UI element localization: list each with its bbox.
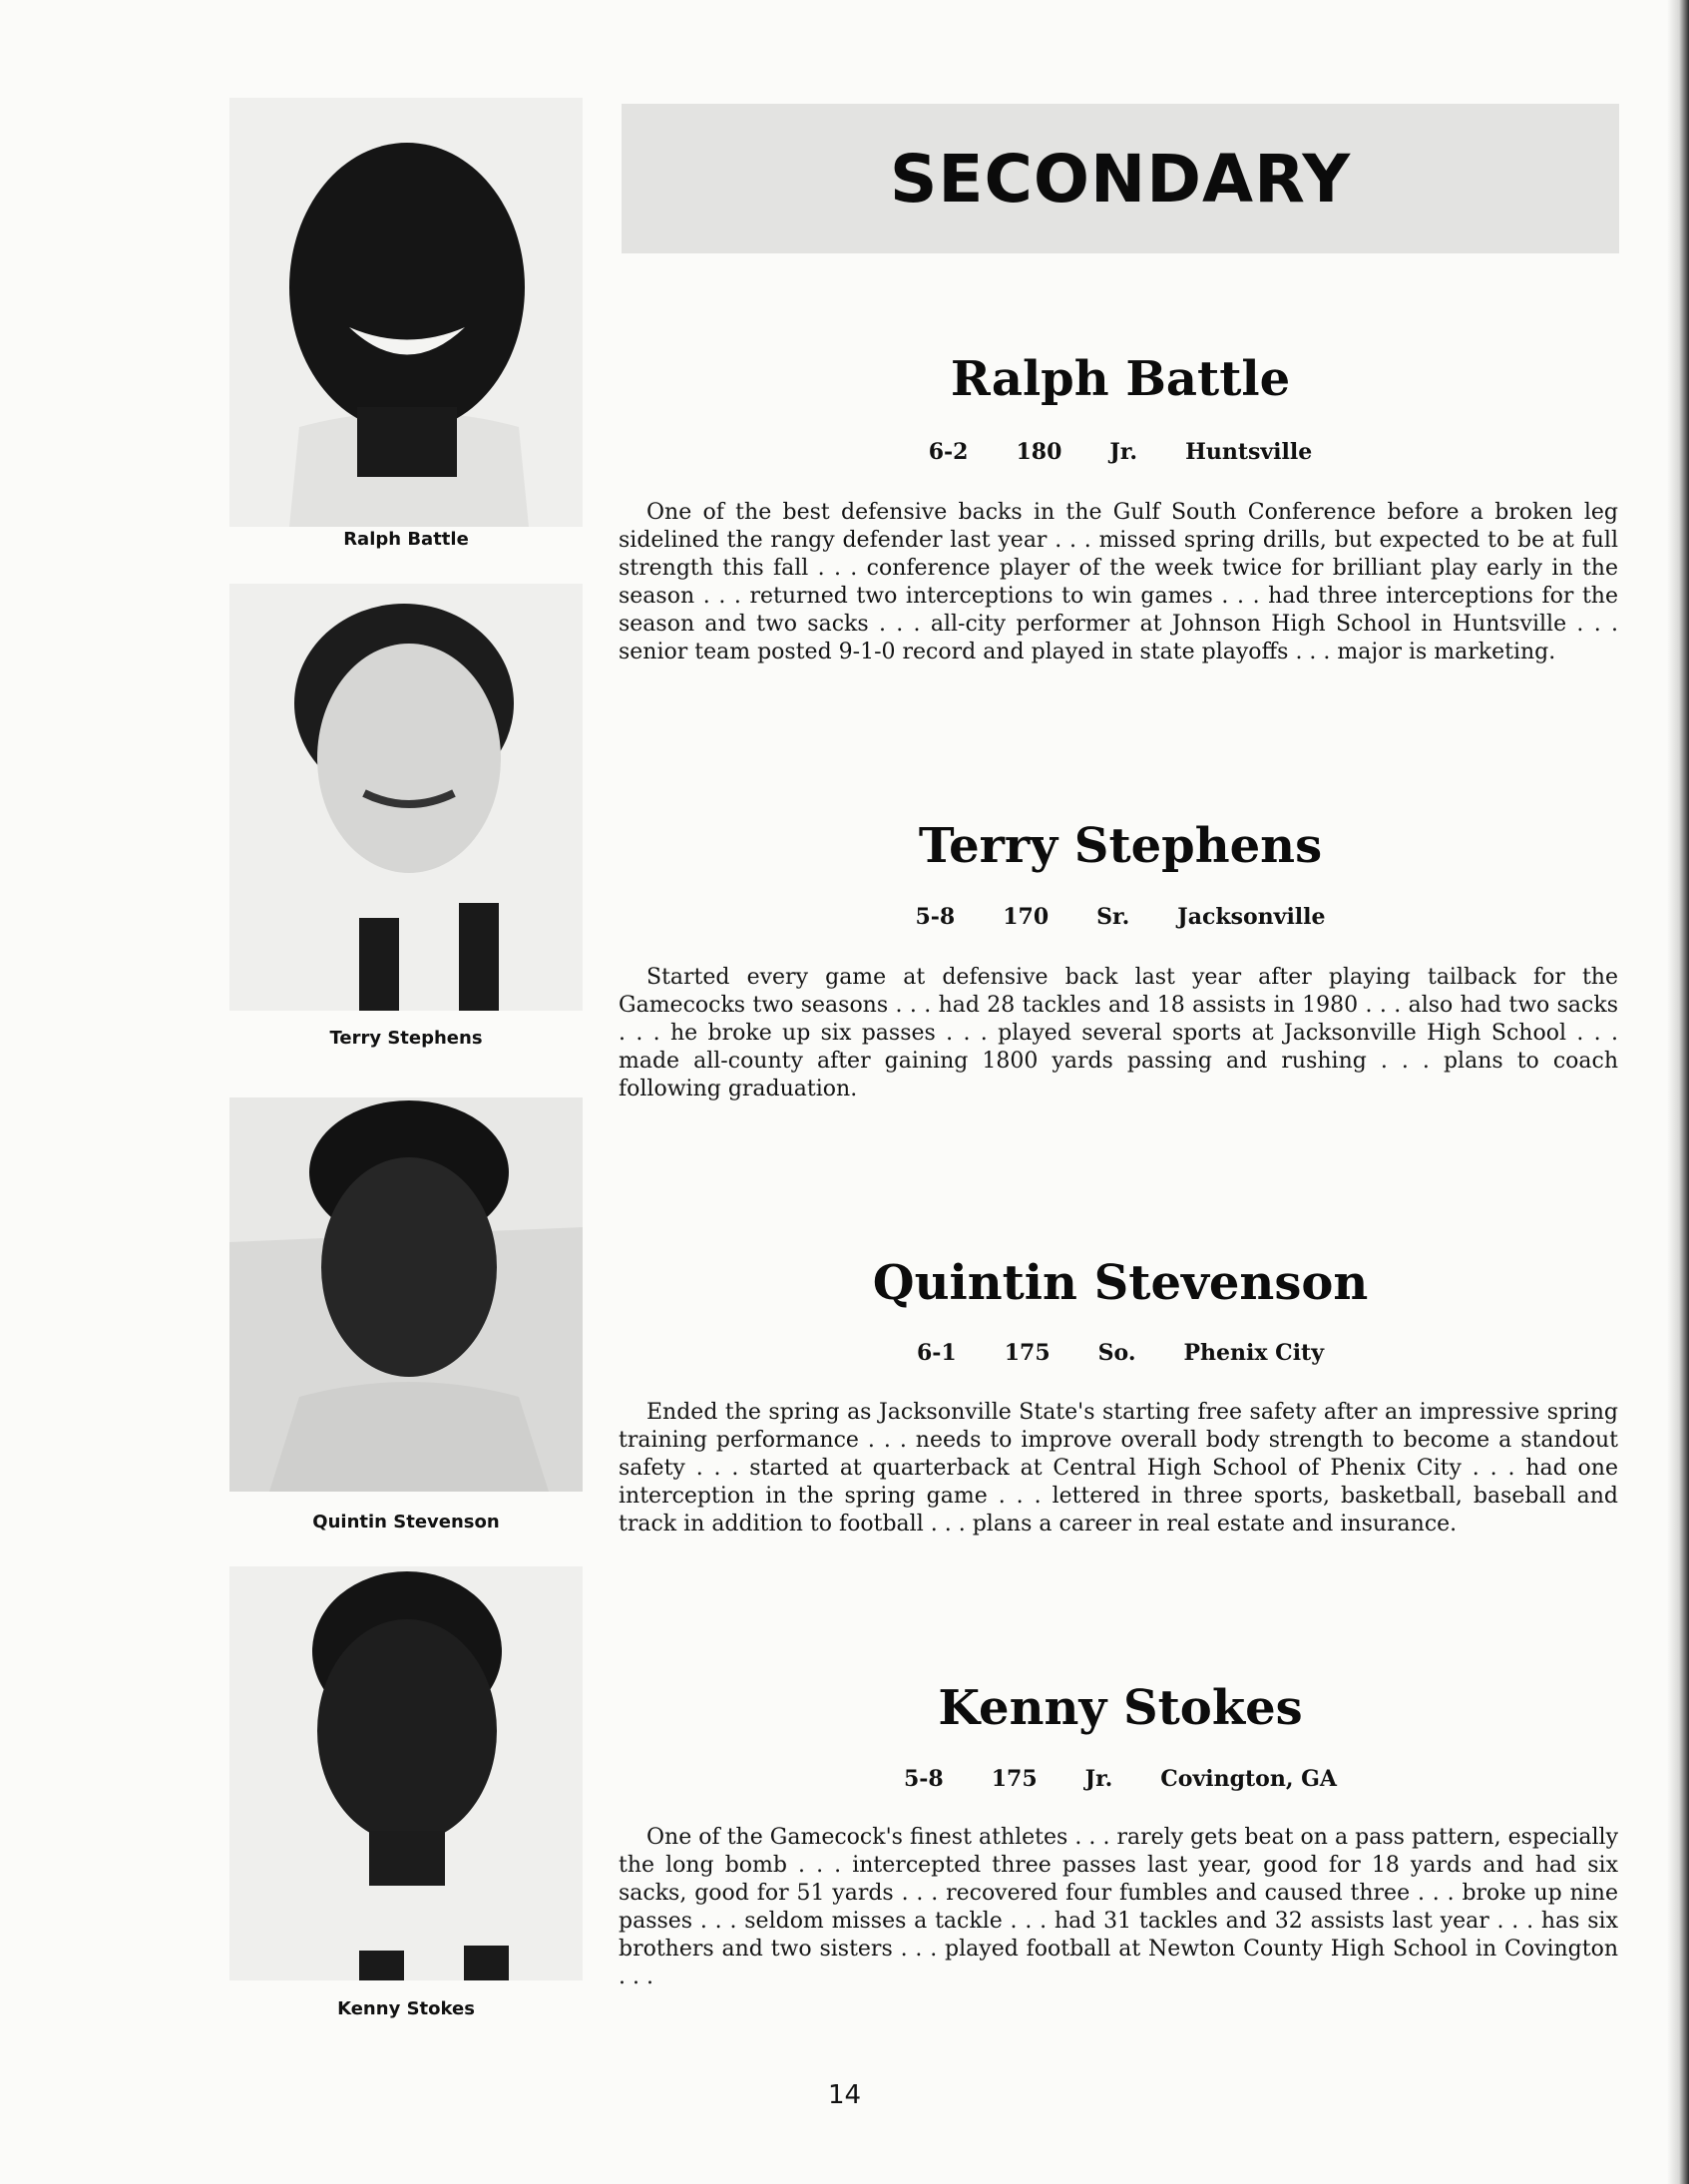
- player-height: 6-1: [916, 1340, 957, 1366]
- page-number: 14: [827, 2080, 862, 2110]
- player-bio: Started every game at defensive back last year after playing tailback for the Gamecocks two seasons . . . had 28 tackles and 18 assists in 1980 . . . also had two sacks . . . he broke up six passes . . . played several sports at Jacksonville High School . . . made all-county after gaining 1800 yards passing and rushing . . . plans to coach following graduation.: [619, 965, 1618, 1101]
- player-class: Jr.: [1109, 439, 1138, 465]
- player-height: 5-8: [903, 1766, 944, 1792]
- page-edge-shadow: [1667, 0, 1689, 2184]
- player-height: 6-2: [928, 439, 969, 465]
- photo-caption: Kenny Stokes: [337, 1998, 475, 2019]
- player-bio: Ended the spring as Jacksonville State's starting free safety after an impressive spring training performance . . . needs to improve overall body strength to become a standout safety . . . started at quarterback at Central High School of Phenix City . . . had one interception in the spring game . . . lettered in three sports, basketball, baseball and track in addition to football . . . plans a career in real estate and insurance.: [619, 1400, 1618, 1536]
- player-stats: [622, 439, 1619, 465]
- player-hometown: Jacksonville: [1177, 904, 1326, 930]
- player-height: 5-8: [915, 904, 956, 930]
- player-bio: One of the best defensive backs in the Gulf South Conference before a broken leg sidelined the rangy defender last year . . . missed spring drills, but expected to be at full strength this fall . . . conference player of the week twice for brilliant play early in the season . . . returned two interceptions to win games . . . had three interceptions for the season and two sacks . . . all-city performer at Johnson High School in Huntsville . . . senior team posted 9-1-0 record and played in state playoffs . . . major is marketing.: [619, 500, 1618, 664]
- player-photo-kenny-stokes: [229, 1566, 583, 1980]
- player-hometown: Covington, GA: [1160, 1766, 1338, 1792]
- player-photo-quintin-stevenson: [229, 1097, 583, 1492]
- player-stats: [622, 1766, 1619, 1792]
- player-weight: 180: [1016, 439, 1062, 465]
- photo-caption: Ralph Battle: [343, 529, 469, 550]
- player-photo-terry-stephens: [229, 584, 583, 1011]
- player-class: Jr.: [1084, 1766, 1113, 1792]
- player-class: So.: [1097, 1340, 1136, 1366]
- player-weight: 170: [1003, 904, 1050, 930]
- player-name: Quintin Stevenson: [872, 1255, 1369, 1311]
- player-hometown: Huntsville: [1185, 439, 1313, 465]
- player-weight: 175: [991, 1766, 1038, 1792]
- section-banner: [622, 104, 1619, 253]
- player-photo-ralph-battle: [229, 98, 583, 527]
- player-name: Terry Stephens: [918, 818, 1323, 874]
- player-stats: [622, 1340, 1619, 1366]
- player-hometown: Phenix City: [1183, 1340, 1324, 1366]
- player-name: Kenny Stokes: [938, 1680, 1303, 1736]
- player-weight: 175: [1004, 1340, 1051, 1366]
- player-name: Ralph Battle: [950, 351, 1291, 407]
- player-stats: [622, 904, 1619, 930]
- photo-caption: Quintin Stevenson: [312, 1512, 500, 1532]
- photo-caption: Terry Stephens: [329, 1028, 483, 1049]
- section-title: SECONDARY: [889, 140, 1352, 218]
- player-class: Sr.: [1096, 904, 1130, 930]
- player-bio: One of the Gamecock's finest athletes . . . rarely gets beat on a pass pattern, especially the long bomb . . . intercepted three passes last year, good for 18 yards and had six sacks, good for 51 yards . . . recovered four fumbles and caused three . . . broke up nine passes . . . seldom misses a tackle . . . had 31 tackles and 32 assists last year . . . has six brothers and two sisters . . . played football at Newton County High School in Covington . . .: [619, 1825, 1618, 1989]
